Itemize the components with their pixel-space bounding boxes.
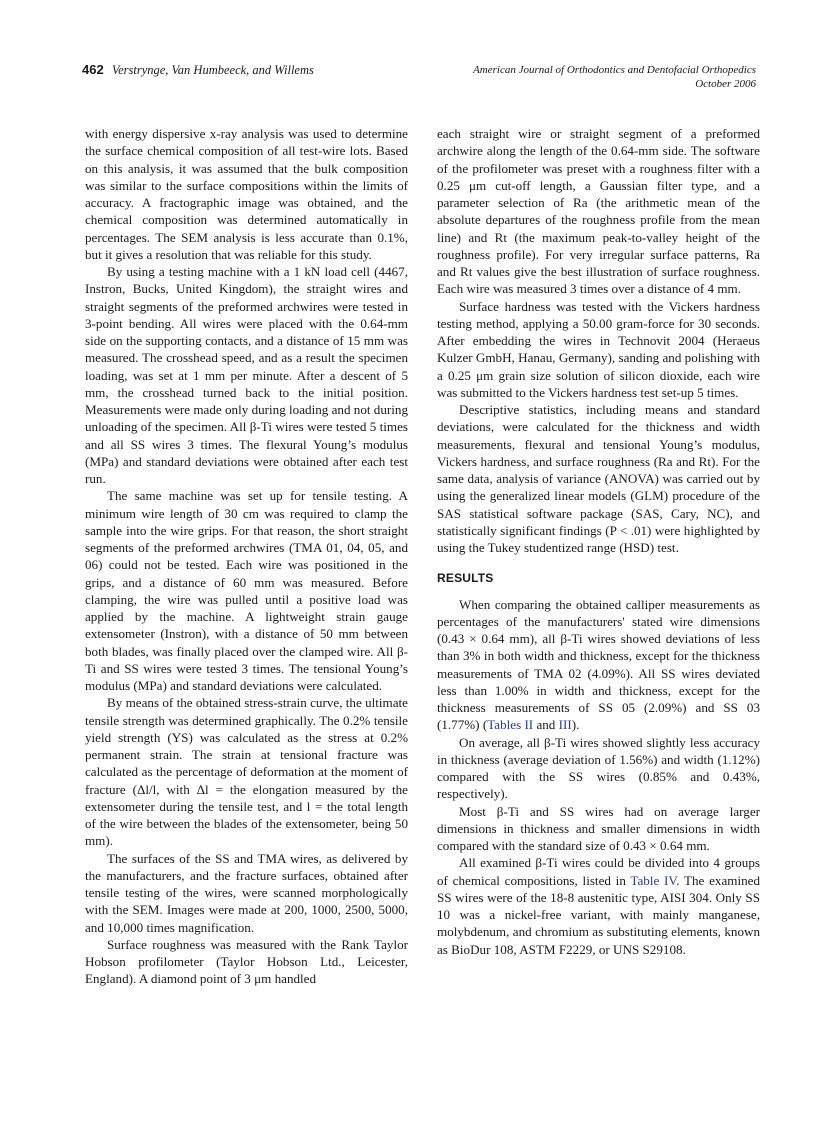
journal-title: American Journal of Orthodontics and Dentofacial Orthopedics (473, 64, 756, 76)
paragraph (437, 596, 760, 734)
issue-date: October 2006 (695, 78, 756, 90)
paragraph: By means of the obtained stress-strain curve, the ultimate tensile strength was determined graphically. The 0.2% tensile yield strength (YS) was calculated as the stress at 0.2% permanent strain. The strain at tensional fracture was calculated as the percentage of deformation at the moment of fracture (Δl/l, with Δl = the elongation measured by the extensometer during the tensile test, and l = the total length of the wire between the blades of the extensometer, being 50 mm). (85, 695, 408, 849)
running-authors: Verstrynge, Van Humbeeck, and Willems (111, 63, 314, 77)
paragraph: The surfaces of the SS and TMA wires, as delivered by the manufacturers, and the fracture surfaces, obtained after tensile testing of the wires, were scanned morphologically with the SEM. Images were made at 200, 1000, 2500, 5000, and 10,000 times magnification. (85, 850, 408, 935)
page-number: 462 (82, 62, 104, 77)
right-column (437, 125, 760, 958)
paragraph: Surface hardness was tested with the Vickers hardness testing method, applying a 50.00 gram-force for 30 seconds. After embedding the wires in Technovit 2004 (Heraeus Kulzer GmbH, Hanau, Germany), sanding and polishing with a 0.25 μm grain size solution of silicon dioxide, each wire was submitted to the Vickers hardness test set-up 5 times. (437, 298, 760, 400)
paragraph-text: When comparing the obtained calliper measurements as percentages of the manufacturers' stated wire dimensions (0.43 × 0.64 mm), all β-Ti wires showed deviations of less than 3% in both width and thickness, except for the thickness measurements of TMA 02 (4.09%). All SS wires deviated less than 1.00% in width and thickness, except for the thickness measurements of SS 05 (2.09%) and SS 03 (1.77%) ( (437, 596, 760, 733)
paragraph-text: . The examined SS wires were of the 18-8 austenitic type, AISI 304. Only SS 10 was a nickel-free variant, with mainly manganese, molybdenum, and chromium as substituting elements, known as BioDur 108, ASTM F2229, or UNS S29108. (437, 872, 761, 957)
running-header (82, 62, 756, 102)
paragraph: Descriptive statistics, including means and standard deviations, were calculated for the thickness and width measurements, flexural and tensional Young’s modulus, Vickers hardness, and surface roughness (Ra and Rt). For the same data, analysis of variance (ANOVA) was carried out by using the generalized linear models (GLM) procedure of the SAS statistical software package (SAS, Cary, NC), and statistically significant findings (P < .01) were highlighted by using the Tukey studentized range (HSD) test. (437, 402, 760, 555)
paragraph: The same machine was set up for tensile testing. A minimum wire length of 30 cm was required to clamp the sample into the wire grips. For that reason, the short straight segments of the preformed archwires (TMA 01, 04, 05, and 06) could not be tested. Each wire was positioned in the grips, and a distance of 60 mm was measured. Before clamping, the wire was pulled until a positive load was applied by the machine. A lightweight strain gauge extensometer (Instron), with a distance of 50 mm between both blades, was finally placed over the clamped wire. All β-Ti and SS wires were tested 3 times. The tensional Young’s modulus (MPa) and standard deviations were calculated. (85, 488, 408, 693)
left-column (85, 125, 408, 988)
paragraph: Most β-Ti and SS wires had on average larger dimensions in thickness and smaller dimensions in width compared with the standard size of 0.43 × 0.64 mm. (437, 803, 760, 853)
paragraph-text: and (533, 717, 559, 733)
paragraph: Surface roughness was measured with the Rank Taylor Hobson profilometer (Taylor Hobson Ltd., Leicester, England). A diamond point of 3 μm handled (85, 936, 408, 987)
header-left (82, 62, 314, 78)
paragraph: On average, all β-Ti wires showed slightly less accuracy in thickness (average deviation of 1.56%) and width (1.12%) compared with the SS wires (0.85% and 0.43%, respectively). (437, 734, 760, 802)
paragraph-text: ). (571, 717, 580, 733)
table-link-iv[interactable]: Table IV (630, 872, 677, 888)
section-heading-results: RESULTS (437, 571, 494, 586)
paragraph (437, 854, 760, 958)
paragraph-text: All examined β-Ti wires could be divided into 4 groups of chemical compositions, listed in (437, 855, 760, 888)
header-right (473, 63, 756, 91)
paragraph: each straight wire or straight segment of a preformed archwire along the length of the 0.64-mm side. The software of the profilometer was preset with a roughness filter with a 0.25 μm cut-off length, a Gaussian filter type, and a parameter selection of Ra (the arithmetic mean of the absolute departures of the roughness profile from the mean line) and Rt (the maximum peak-to-valley height of the roughness profile). For very irregular surface patterns, Ra and Rt values give the best illustration of surface roughness. Each wire was measured 3 times over a distance of 4 mm. (437, 126, 760, 297)
paragraph: By using a testing machine with a 1 kN load cell (4467, Instron, Bucks, United Kingdom), the straight wires and straight segments of the preformed archwires were tested in 3-point bending. All wires were placed with the 0.64-mm side on the supporting contacts, and a distance of 15 mm was measured. The crosshead speed, and as a result the specimen loading, was set at 1 mm per minute. After a descent of 5 mm, the crosshead turned back to the initial position. Measurements were made only during loading and not during unloading of the specimen. All β-Ti wires were tested 5 times and all SS wires 3 times. The flexural Young’s modulus (MPa) and standard deviations were obtained after each test run. (85, 264, 408, 486)
table-link-iii[interactable]: III (558, 717, 572, 733)
table-link-ii[interactable]: Tables II (487, 717, 534, 733)
paragraph: with energy dispersive x-ray analysis was used to determine the surface chemical composition of all test-wire lots. Based on this analysis, it was assumed that the bulk composition was similar to the surface compositions within the limits of accuracy. A fractographic image was obtained, and the chemical composition was determined automatically in percentages. The SEM analysis is less accurate than 0.1%, but it gives a resolution that was reliable for this study. (85, 126, 408, 262)
